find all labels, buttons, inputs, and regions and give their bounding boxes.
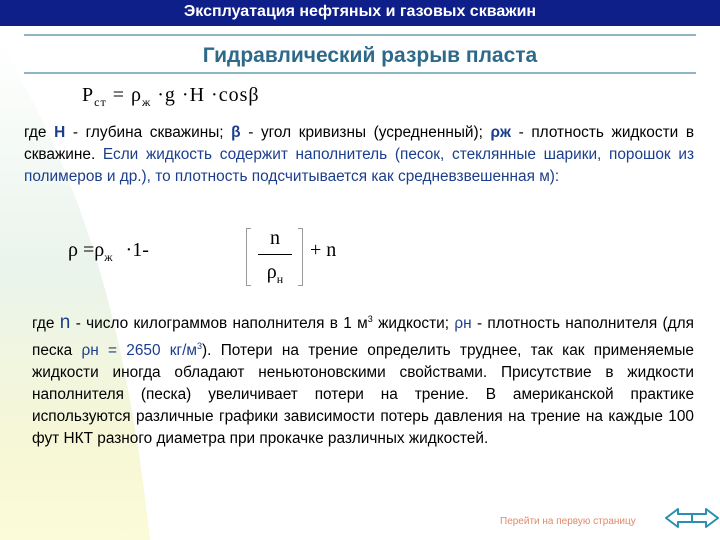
para1-text-2: - глубина скважины; xyxy=(65,124,232,141)
formula-lhs-sub: ст xyxy=(94,95,107,109)
header-bar xyxy=(0,0,720,26)
para2-text-4: - плотность наполнителя (для песка xyxy=(32,315,694,360)
title-divider xyxy=(24,72,696,74)
para2-sand-density: ρн = 2650 кг/м xyxy=(81,342,198,360)
formula2-numerator: n xyxy=(270,227,280,249)
formula2-rhs: + n xyxy=(310,239,337,261)
formula2-lhs xyxy=(68,239,149,265)
formula2-lhs-sub: ж xyxy=(104,250,113,264)
first-page-link[interactable]: Перейти на первую страницу xyxy=(500,516,636,527)
formula2-bracket-left xyxy=(246,228,251,286)
arrow-right-icon[interactable] xyxy=(690,506,720,530)
para2-text-2: - число килограммов наполнителя в 1 м xyxy=(70,315,368,333)
para1-text-3: - угол кривизны (усредненный); xyxy=(240,124,491,141)
para1-symbol-rho: ρж xyxy=(490,124,511,141)
paragraph-definitions xyxy=(24,122,694,188)
para1-text-4: - плотность жидкости в скважине. xyxy=(24,124,695,163)
para2-text-3: жидкости; xyxy=(372,315,455,333)
formula2-fraction-bar xyxy=(258,254,292,255)
formula2-denominator xyxy=(254,260,296,291)
formula2-fraction xyxy=(254,226,296,291)
formula2-mid: ·1- xyxy=(125,239,149,261)
formula-rest: ·g ·H ·cosβ xyxy=(157,84,260,106)
header-title: Эксплуатация нефтяных и газовых скважин xyxy=(183,3,537,20)
formula2-den-sub: н xyxy=(276,272,284,286)
para1-symbol-h: Н xyxy=(54,124,66,141)
formula2-den-text: ρ xyxy=(266,261,277,283)
formula2-bracket-right xyxy=(298,228,303,286)
formula-rho: ρ xyxy=(130,84,142,106)
paragraph-filler xyxy=(32,308,694,450)
para1-symbol-beta: β xyxy=(231,124,241,141)
para2-symbol-n: n xyxy=(59,312,71,334)
para2-symbol-rho-n: ρн xyxy=(454,315,472,333)
formula-rho-sub: ж xyxy=(141,95,152,109)
formula-lhs: P xyxy=(82,84,95,106)
formula2-lhs-text: ρ =ρ xyxy=(68,239,105,261)
para2-text-1: где xyxy=(32,315,60,333)
top-divider xyxy=(24,34,696,36)
para2-text-6: ). Потери на трение определить труднее, так как применяемые жидкости иногда обладают неньютоновскими свойствами. Присутствие в жидкости наполнителя (песка) увеличивает потери на трение. В американской практике используются различные графики зависимости потерь давления на трение на каждые 100 фут НКТ разного диаметра при прокачке различных жидкостей. xyxy=(32,342,694,448)
para2-sup-1: 3 xyxy=(367,314,373,324)
para1-text-5: Если жидкость содержит наполнитель (песок, стеклянные шарики, порошок из полимеров и др.), то плотность подсчитывается как средневзвешенная м): xyxy=(24,146,694,185)
formula-pressure xyxy=(82,84,260,110)
formula-density xyxy=(68,226,337,286)
para2-sup-2: 3 xyxy=(197,341,203,352)
formula-eq: = xyxy=(112,84,125,106)
para1-text-1: где xyxy=(24,124,55,141)
slide-title: Гидравлический разрыв пласта xyxy=(202,44,538,67)
